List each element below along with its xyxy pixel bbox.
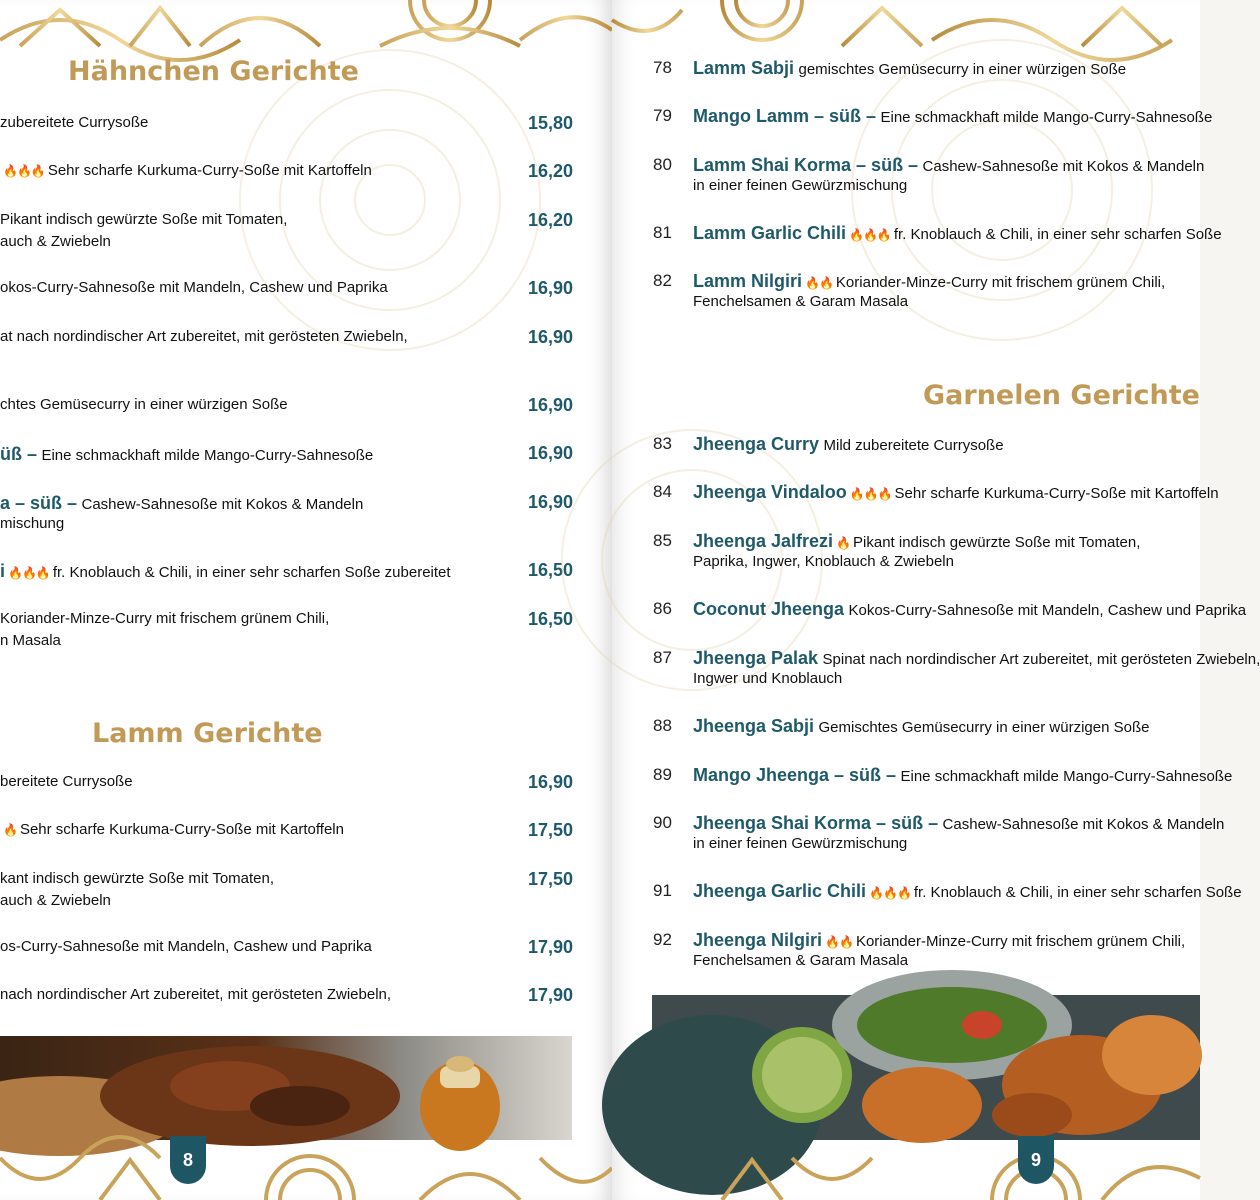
gold-ornament-bottom bbox=[0, 1138, 612, 1200]
dish-description-line2: auch & Zwiebeln bbox=[0, 892, 111, 909]
dish-name: üß – bbox=[0, 444, 38, 464]
dish-name: Jheenga Nilgiri bbox=[693, 930, 823, 950]
dish-description: okos-Curry-Sahnesoße mit Mandeln, Cashew und Paprika bbox=[0, 279, 388, 296]
dish-description-line2: n Masala bbox=[0, 632, 61, 649]
dish-description-line2: Paprika, Ingwer, Knoblauch & Zwiebeln bbox=[693, 553, 954, 570]
dish-description: Spinat nach nordindischer Art zubereitet, mit gerösteten Zwiebeln, bbox=[822, 651, 1260, 668]
dish-name: Lamm Sabji bbox=[693, 58, 795, 78]
dish-number: 84 bbox=[653, 482, 672, 501]
dish-number: 89 bbox=[653, 765, 672, 784]
dish-price: 16,50 bbox=[528, 609, 574, 629]
dish-description: bereitete Currysoße bbox=[0, 773, 133, 790]
dish-description: Cashew-Sahnesoße mit Kokos & Mandeln bbox=[81, 496, 364, 513]
dish-description-line2: in einer feinen Gewürzmischung bbox=[693, 177, 908, 194]
dish-description: chtes Gemüsecurry in einer würzigen Soße bbox=[0, 396, 288, 413]
dish-name: Jheenga Sabji bbox=[693, 716, 815, 736]
dish-name: Lamm Garlic Chili bbox=[693, 223, 847, 243]
dish-description: Eine schmackhaft milde Mango-Curry-Sahnesoße bbox=[41, 447, 374, 464]
dish-description: Eine schmackhaft milde Mango-Curry-Sahnesoße bbox=[900, 768, 1233, 785]
dish-number: 85 bbox=[653, 531, 672, 550]
dish-price: 17,90 bbox=[528, 937, 574, 957]
mandala-watermark-icon bbox=[230, 40, 550, 360]
dish-description-line2: Fenchelsamen & Garam Masala bbox=[693, 293, 909, 310]
dish-number: 86 bbox=[653, 599, 672, 618]
dish-price: 15,80 bbox=[528, 113, 574, 133]
dish-description: zubereitete Currysoße bbox=[0, 114, 149, 131]
dish-description: Sehr scharfe Kurkuma-Curry-Soße mit Kartoffeln bbox=[47, 162, 372, 179]
gold-ornament-bottom bbox=[612, 1138, 1200, 1200]
section-title-lamm: Lamm Gerichte bbox=[92, 718, 323, 749]
menu-item-row bbox=[0, 821, 344, 839]
dish-description: os-Curry-Sahnesoße mit Mandeln, Cashew und Paprika bbox=[0, 938, 372, 955]
dish-number: 82 bbox=[653, 271, 672, 290]
dish-name: Jheenga Garlic Chili bbox=[693, 881, 867, 901]
menu-item-row bbox=[0, 986, 391, 1004]
dish-description: fr. Knoblauch & Chili, in einer sehr scharfen Soße bbox=[893, 226, 1222, 243]
menu-item-row bbox=[0, 773, 133, 791]
dish-description: Gemischtes Gemüsecurry in einer würzigen Soße bbox=[818, 719, 1150, 736]
dish-number: 83 bbox=[653, 434, 672, 453]
dish-price: 16,90 bbox=[528, 772, 574, 792]
chili-icon: 🔥🔥🔥 bbox=[849, 487, 892, 501]
dish-description: Koriander-Minze-Curry mit frischem grünem Chili, bbox=[0, 610, 330, 627]
dish-number: 79 bbox=[653, 106, 672, 125]
menu-item-row bbox=[0, 938, 372, 956]
dish-number: 88 bbox=[653, 716, 672, 735]
dish-description: fr. Knoblauch & Chili, in einer sehr scharfen Soße bbox=[913, 884, 1242, 901]
menu-item-row bbox=[0, 211, 288, 250]
dish-number: 91 bbox=[653, 881, 672, 900]
dish-name: Mango Lamm – süß – bbox=[693, 106, 877, 126]
menu-item-row bbox=[0, 162, 372, 180]
dish-name: Jheenga Vindaloo bbox=[693, 482, 847, 502]
dish-description: gemischtes Gemüsecurry in einer würzigen Soße bbox=[798, 61, 1127, 78]
chili-icon: 🔥 bbox=[3, 823, 17, 837]
dish-description: Pikant indisch gewürzte Soße mit Tomaten, bbox=[853, 534, 1141, 551]
dish-number: 81 bbox=[653, 223, 672, 242]
dish-price: 16,20 bbox=[528, 161, 574, 181]
food-photo-lamb-curry bbox=[0, 1036, 572, 1140]
dish-name: Coconut Jheenga bbox=[693, 599, 845, 619]
dish-price: 16,50 bbox=[528, 560, 574, 580]
dish-price: 16,90 bbox=[528, 278, 574, 298]
dish-name: Lamm Shai Korma – süß – bbox=[693, 155, 919, 175]
dish-number: 80 bbox=[653, 155, 672, 174]
dish-name: a – süß – bbox=[0, 493, 78, 513]
dish-name: Jheenga Jalfrezi bbox=[693, 531, 834, 551]
dish-number: 87 bbox=[653, 648, 672, 667]
dish-description-line2: Fenchelsamen & Garam Masala bbox=[693, 952, 909, 969]
dish-description: Cashew-Sahnesoße mit Kokos & Mandeln bbox=[922, 158, 1205, 175]
menu-item-row bbox=[0, 444, 373, 465]
dish-description: Koriander-Minze-Curry mit frischem grünem Chili, bbox=[855, 933, 1186, 950]
menu-item-row bbox=[0, 279, 388, 297]
dish-number: 78 bbox=[653, 58, 672, 77]
dish-number: 90 bbox=[653, 813, 672, 832]
menu-item-row bbox=[0, 610, 330, 649]
dish-description: Sehr scharfe Kurkuma-Curry-Soße mit Kartoffeln bbox=[19, 821, 344, 838]
dish-price: 16,90 bbox=[528, 395, 574, 415]
chili-icon: 🔥🔥🔥 bbox=[3, 164, 45, 178]
dish-description: nach nordindischer Art zubereitet, mit gerösteten Zwiebeln, bbox=[0, 986, 392, 1003]
chili-icon: 🔥🔥 bbox=[805, 276, 833, 290]
menu-item-row bbox=[0, 396, 288, 414]
dish-description: Sehr scharfe Kurkuma-Curry-Soße mit Kartoffeln bbox=[894, 485, 1219, 502]
dish-name: i bbox=[0, 561, 6, 581]
dish-description-line2: Ingwer und Knoblauch bbox=[693, 670, 843, 687]
menu-item-row bbox=[0, 493, 364, 532]
dish-name: Mango Jheenga – süß – bbox=[693, 765, 897, 785]
dish-price: 17,90 bbox=[528, 985, 574, 1005]
dish-price: 16,90 bbox=[528, 492, 574, 512]
dish-price: 17,50 bbox=[528, 820, 574, 840]
menu-page-left bbox=[0, 0, 612, 1200]
dish-description: fr. Knoblauch & Chili, in einer sehr scharfen Soße zubereitet bbox=[52, 564, 451, 581]
dish-price: 16,90 bbox=[528, 327, 574, 347]
dish-price: 16,20 bbox=[528, 210, 574, 230]
menu-page-right bbox=[612, 0, 1260, 1200]
dish-description-line2: auch & Zwiebeln bbox=[0, 233, 111, 250]
menu-item-row bbox=[0, 561, 451, 582]
chili-icon: 🔥🔥 bbox=[825, 935, 853, 949]
dish-description: kant indisch gewürzte Soße mit Tomaten, bbox=[0, 870, 275, 887]
page-number-badge: 8 bbox=[170, 1136, 206, 1184]
chili-icon: 🔥🔥🔥 bbox=[869, 886, 911, 900]
dish-description: Pikant indisch gewürzte Soße mit Tomaten, bbox=[0, 211, 288, 228]
menu-item-row bbox=[0, 114, 148, 132]
dish-name: Jheenga Shai Korma – süß – bbox=[693, 813, 939, 833]
chili-icon: 🔥🔥🔥 bbox=[849, 228, 891, 242]
dish-description-line2: mischung bbox=[0, 515, 65, 532]
dish-description: at nach nordindischer Art zubereitet, mit gerösteten Zwiebeln, bbox=[0, 328, 408, 345]
dish-number: 92 bbox=[653, 930, 672, 949]
dish-description: Cashew-Sahnesoße mit Kokos & Mandeln bbox=[942, 816, 1225, 833]
dish-name: Jheenga Curry bbox=[693, 434, 820, 454]
dish-description: Eine schmackhaft milde Mango-Curry-Sahnesoße bbox=[880, 109, 1213, 126]
dish-price: 16,90 bbox=[528, 443, 574, 463]
chili-icon: 🔥 bbox=[836, 536, 851, 550]
menu-item-row bbox=[0, 870, 275, 909]
chili-icon: 🔥🔥🔥 bbox=[8, 566, 50, 580]
section-title-garnelen: Garnelen Gerichte bbox=[923, 380, 1200, 411]
dish-name: Jheenga Palak bbox=[693, 648, 819, 668]
dish-description: Koriander-Minze-Curry mit frischem grünem Chili, bbox=[835, 274, 1166, 291]
menu-item-row bbox=[0, 328, 408, 346]
food-photo-prawns bbox=[652, 995, 1200, 1140]
dish-name: Lamm Nilgiri bbox=[693, 271, 803, 291]
dish-description-line2: in einer feinen Gewürzmischung bbox=[693, 835, 908, 852]
dish-description: Mild zubereitete Currysoße bbox=[823, 437, 1004, 454]
page-number-badge: 9 bbox=[1018, 1136, 1054, 1184]
section-title-haehnchen: Hähnchen Gerichte bbox=[68, 56, 359, 87]
dish-price: 17,50 bbox=[528, 869, 574, 889]
dish-description: Kokos-Curry-Sahnesoße mit Mandeln, Cashew und Paprika bbox=[848, 602, 1247, 619]
